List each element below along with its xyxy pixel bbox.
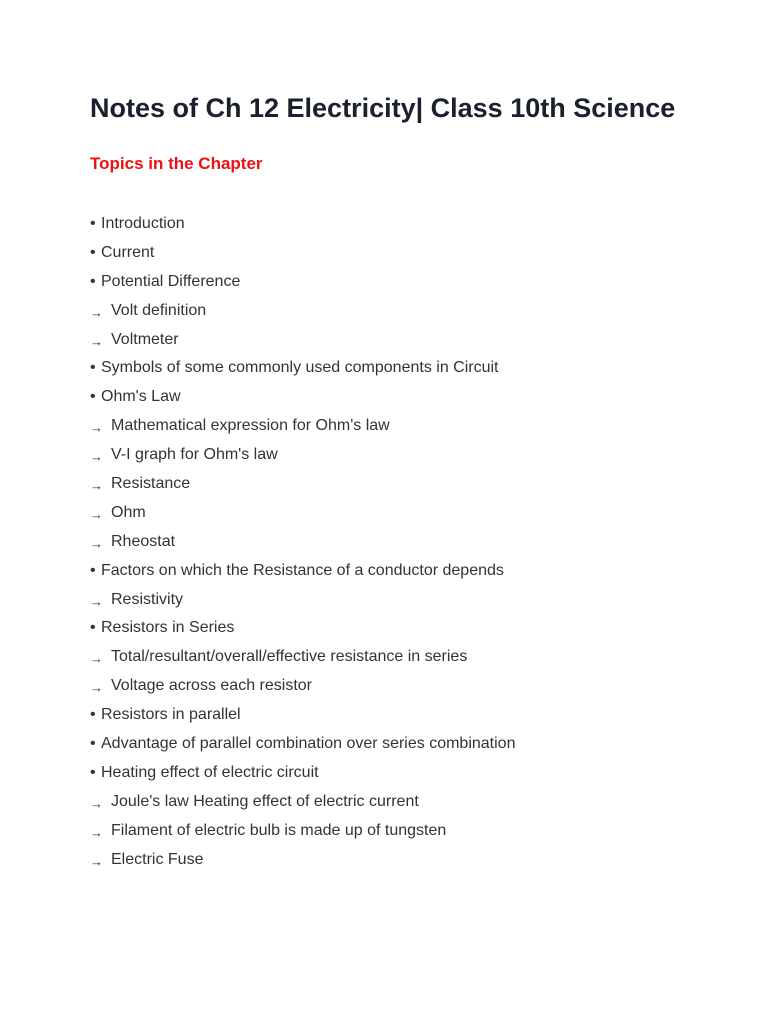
sub-topic-item bbox=[90, 441, 690, 470]
sub-topic-item bbox=[90, 817, 690, 846]
topic-text: Symbols of some commonly used components in Circuit bbox=[101, 359, 499, 377]
arrow-icon: → bbox=[90, 853, 103, 869]
topic-text: Introduction bbox=[101, 215, 185, 232]
topic-text: Current bbox=[101, 243, 155, 261]
topic-item bbox=[90, 239, 690, 268]
sub-topic-item bbox=[90, 297, 690, 326]
arrow-icon: → bbox=[90, 304, 103, 320]
bullet-icon: • bbox=[90, 619, 96, 637]
topic-text: V-I graph for Ohm's law bbox=[111, 446, 278, 464]
topic-item bbox=[90, 354, 690, 383]
topic-text: Total/resultant/overall/effective resistance in series bbox=[111, 648, 468, 666]
topic-text: Ohm bbox=[111, 503, 146, 521]
topic-item bbox=[90, 730, 690, 759]
topic-item bbox=[90, 701, 690, 730]
topic-item bbox=[90, 210, 690, 239]
arrow-icon: → bbox=[90, 795, 103, 811]
bullet-icon: • bbox=[90, 215, 96, 232]
arrow-icon: → bbox=[90, 478, 103, 494]
sub-topic-item bbox=[90, 528, 690, 557]
topic-text: Voltage across each resistor bbox=[111, 677, 312, 695]
topic-text: Ohm's Law bbox=[101, 388, 181, 406]
topic-item bbox=[90, 557, 690, 586]
sub-topic-item bbox=[90, 788, 690, 817]
arrow-icon: → bbox=[90, 449, 103, 465]
topic-text: Resistors in parallel bbox=[101, 706, 241, 724]
sub-topic-item bbox=[90, 326, 690, 355]
arrow-icon: → bbox=[90, 680, 103, 696]
arrow-icon: → bbox=[90, 593, 103, 609]
topic-text: Joule's law Heating effect of electric current bbox=[111, 792, 419, 810]
topic-item bbox=[90, 268, 690, 297]
bullet-icon: • bbox=[90, 763, 96, 781]
topic-text: Resistivity bbox=[111, 590, 184, 608]
topic-text: Heating effect of electric circuit bbox=[101, 763, 319, 781]
topic-text: Resistors in Series bbox=[101, 619, 235, 637]
topic-item bbox=[90, 383, 690, 412]
sub-topic-item bbox=[90, 470, 690, 499]
sub-topic-item bbox=[90, 846, 690, 875]
topic-text: Advantage of parallel combination over series combination bbox=[101, 735, 516, 753]
arrow-icon: → bbox=[90, 333, 103, 349]
arrow-icon: → bbox=[90, 651, 103, 667]
page-title: Notes of Ch 12 Electricity| Class 10th Science bbox=[90, 93, 676, 123]
bullet-icon: • bbox=[90, 706, 96, 724]
article bbox=[90, 86, 690, 874]
topic-item bbox=[90, 759, 690, 788]
sub-topic-item bbox=[90, 643, 690, 672]
arrow-icon: → bbox=[90, 506, 103, 522]
arrow-icon: → bbox=[90, 420, 103, 436]
bullet-icon: • bbox=[90, 561, 96, 579]
topic-item bbox=[90, 614, 690, 643]
bullet-icon: • bbox=[90, 243, 96, 261]
topic-text: Voltmeter bbox=[111, 330, 179, 348]
arrow-icon: → bbox=[90, 824, 103, 840]
topic-text: Filament of electric bulb is made up of tungsten bbox=[111, 821, 447, 839]
bullet-icon: • bbox=[90, 388, 96, 406]
sub-topic-item bbox=[90, 586, 690, 615]
bullet-icon: • bbox=[90, 735, 96, 753]
topic-text: Factors on which the Resistance of a conductor depends bbox=[101, 561, 504, 579]
bullet-icon: • bbox=[90, 272, 96, 290]
sub-topic-item bbox=[90, 499, 690, 528]
sub-topic-item bbox=[90, 412, 690, 441]
topic-text: Electric Fuse bbox=[111, 850, 204, 868]
topic-text: Rheostat bbox=[111, 532, 176, 550]
arrow-icon: → bbox=[90, 535, 103, 551]
topic-text: Potential Difference bbox=[101, 272, 241, 290]
topic-text: Volt definition bbox=[111, 301, 207, 319]
sub-topic-item bbox=[90, 672, 690, 701]
topic-list bbox=[90, 210, 690, 874]
bullet-icon: • bbox=[90, 359, 96, 377]
topic-text: Mathematical expression for Ohm's law bbox=[111, 417, 390, 435]
topic-text: Resistance bbox=[111, 475, 191, 493]
section-heading: Topics in the Chapter bbox=[90, 154, 263, 173]
